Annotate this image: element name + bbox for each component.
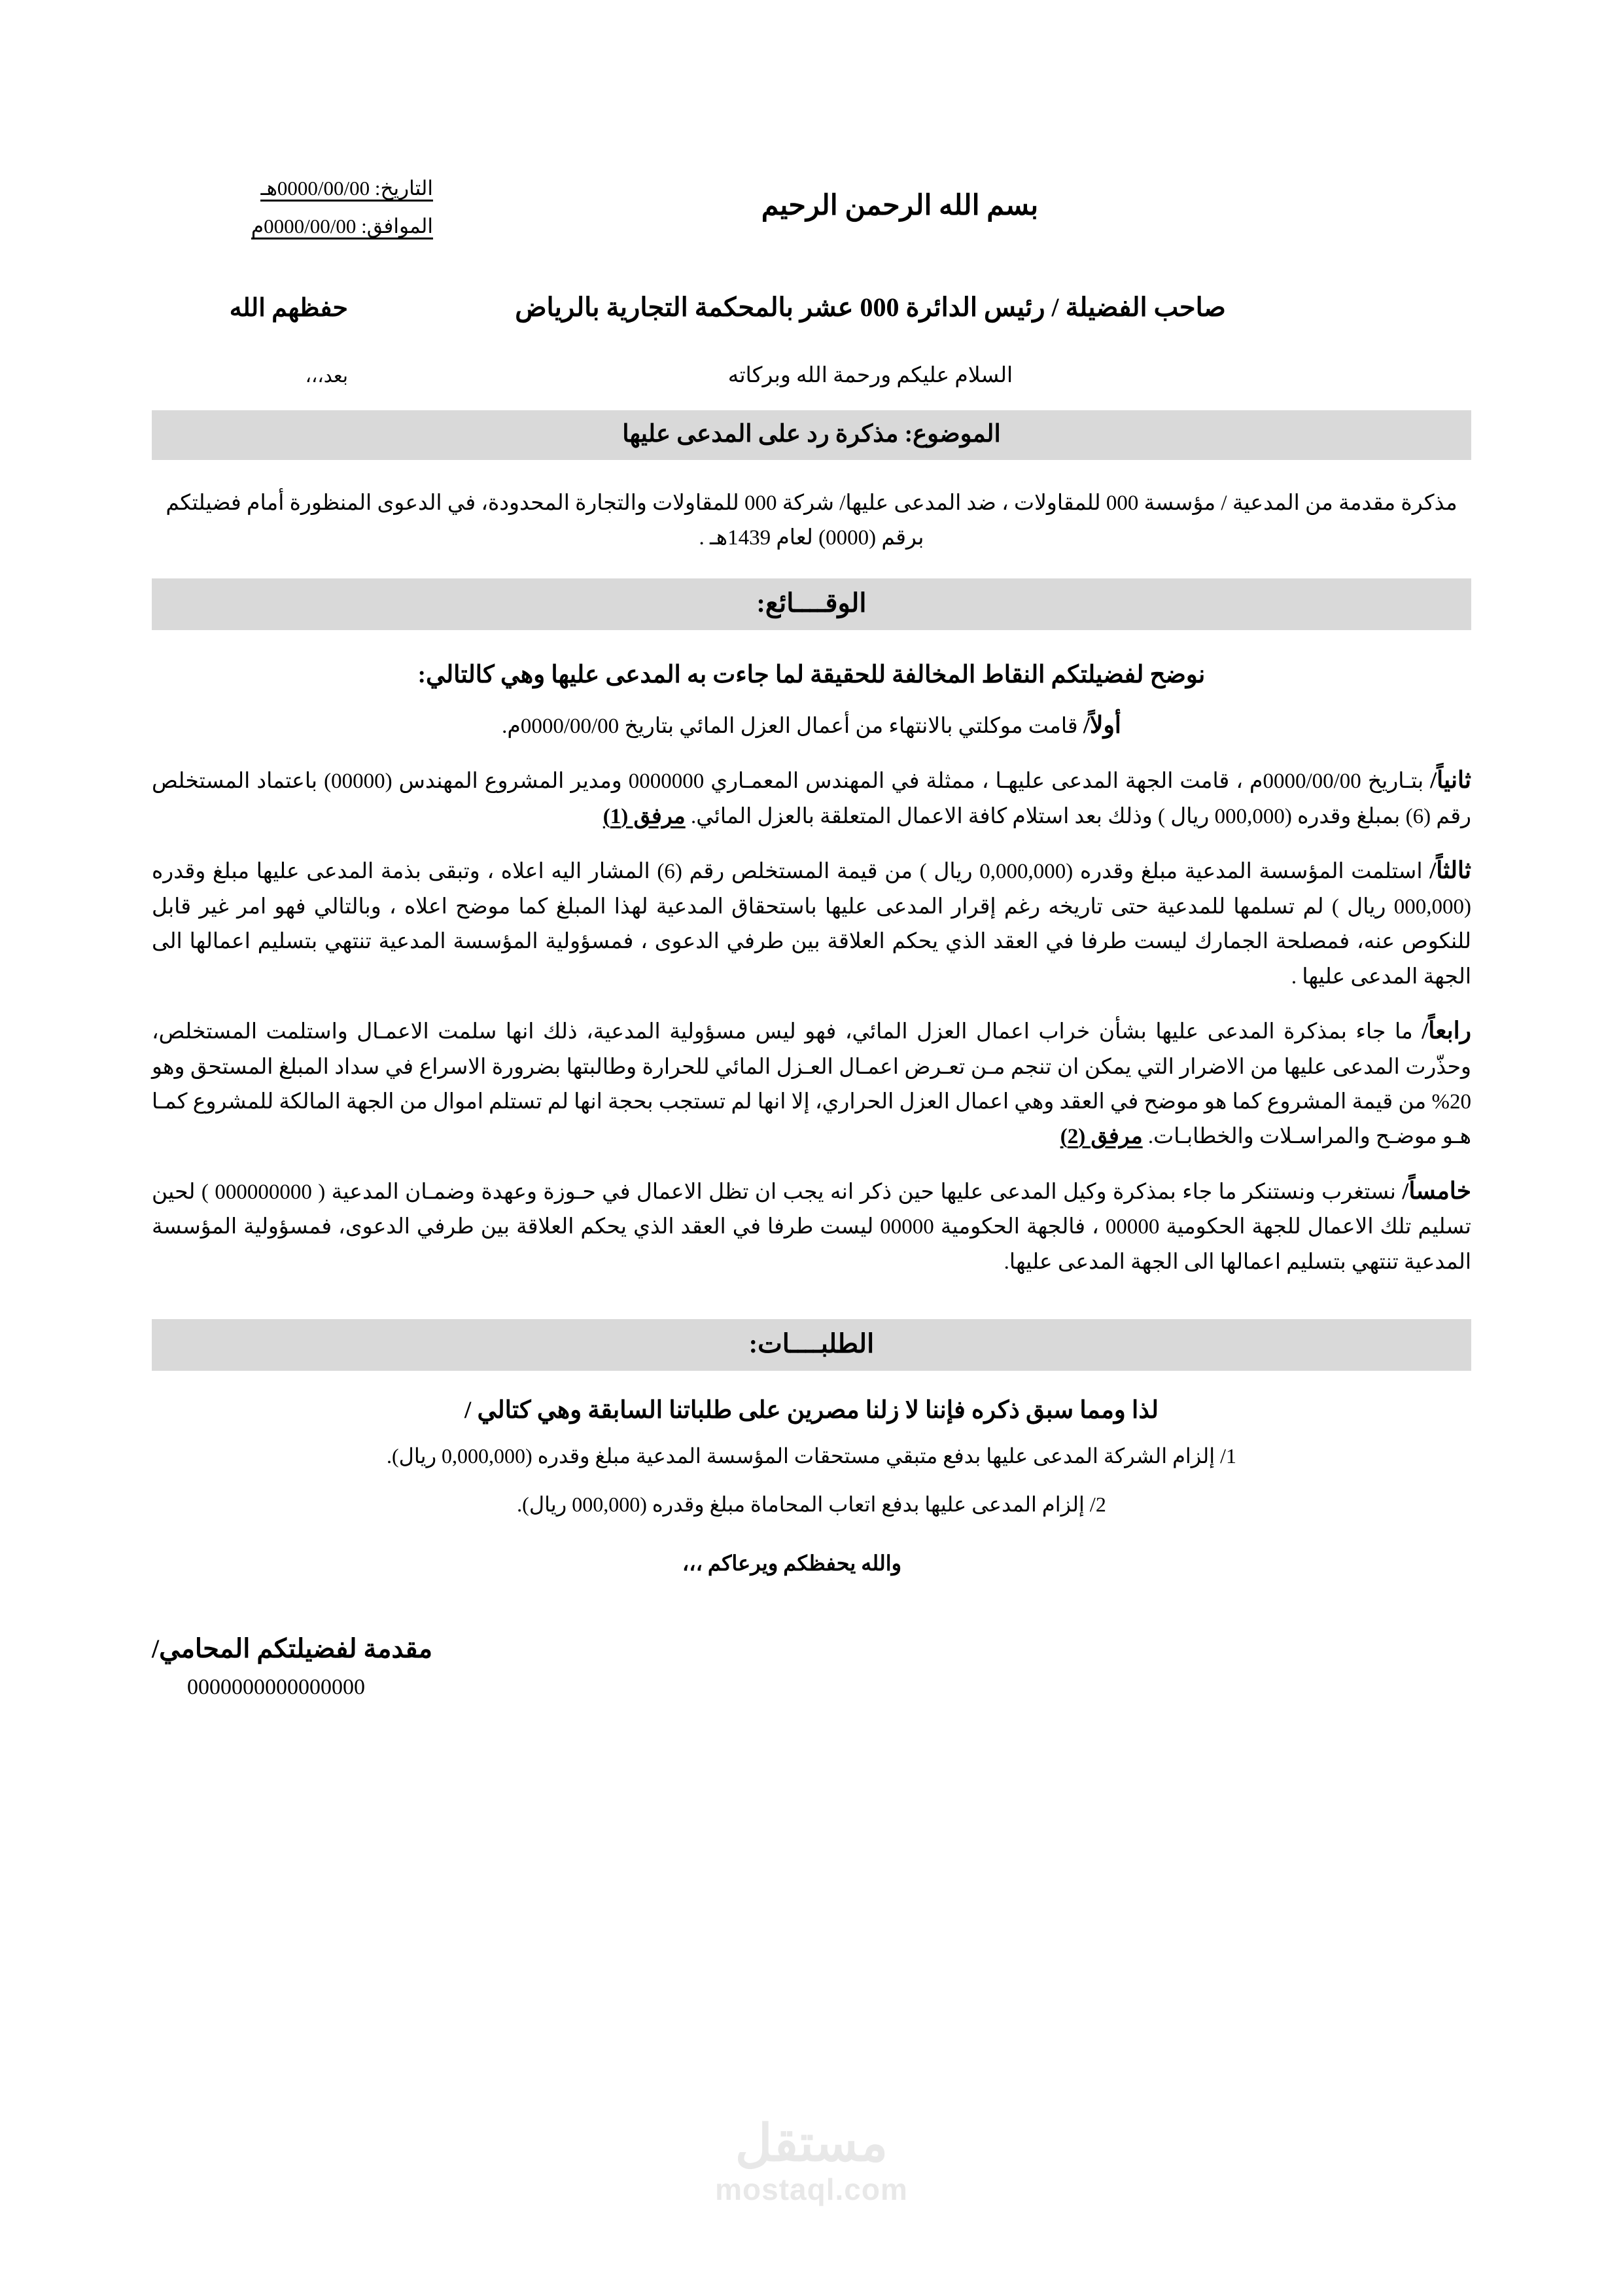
intro-paragraph: مذكرة مقدمة من المدعية / مؤسسة 000 للمقاولات ، ضد المدعى عليها/ شركة 000 للمقاولات والتجارة المحدودة، في الدعوى المنظورة أمام فضيلتكم برقم (0000) لعام 1439هـ . [166,491,1457,550]
gregorian-date: الموافق: 0000/00/00م [251,216,433,239]
demand-item: 1/ إلزام الشركة المدعى عليها بدفع متبقي مستحقات المؤسسة المدعية مبلغ وقدره (0,000,000 ريال). [387,1444,1236,1468]
watermark-arabic-logo: مستقل [735,2114,888,2172]
signature-block [113,1632,1471,1705]
salutation-after: بعد،،، [305,366,348,387]
demands-banner: الطلبــــات: [152,1319,1471,1371]
watermark-domain: mostaql.com [715,2172,908,2206]
attachment-ref: مرفق (1) [602,804,686,828]
subject-banner: الموضوع: مذكرة رد على المدعى عليها [152,410,1471,460]
fact-lead: رابعاً/ [1422,1017,1471,1044]
addressee-row [152,292,1471,323]
signature-name: 0000000000000000 [187,1675,365,1700]
facts-banner: الوقــــائع: [152,578,1471,630]
fact-text: بتـاريخ 0000/00/00م ، قامت الجهة المدعى عليهـا ، ممثلة في المهندس المعمـاري 0000000 ومدير المشروع المهندس (00000) باعتماد المستخلص رقم (6) بمبلغ وقدره (000,000 ريال ) وذلك بعد استلام كافة الاعمال المتعلقة بالعزل المائي. [152,769,1471,828]
fact-item [152,1012,1471,1155]
addressee-honorific: حفظهم الله [229,294,348,322]
fact-item [152,706,1471,744]
fact-lead: ثالثاً/ [1429,857,1471,884]
facts-list [152,706,1471,1280]
fact-text: ما جاء بمذكرة المدعى عليها بشأن خراب اعمال العزل المائي، فهو ليس مسؤولية المدعية، ذلك انها سلمت الاعمـال واستلمت المستخلص، وحذّرت المدعى عليها من الاضرار التي يمكن ان تنجم مـن تعـرض اعمـال العـزل المائي للحرارة وطالبتها بضرورة الاسراع في سداد المبلغ المستحق وهو 20% من قيمة المشروع كما هو موضح في العقد وهي اعمال العزل الحراري، إلا انها لم تستجب بحجة انها لم تستلم اموال من الجهة المالكة للمشروع كمـا هـو موضـح والمراسـلات والخطابـات. [152,1020,1471,1149]
fact-text: استلمت المؤسسة المدعية مبلغ وقدره (0,000,000 ريال ) من قيمة المستخلص رقم (6) المشار اليه اعلاه ، وتبقى بذمة المدعى عليها مبلغ وقدره (000,000 ريال ) لم تسلمها للمدعية حتى تاريخه رغم إقرار المدعى عليها باستحقاق المدعية لهذا المبلغ كما موضح اعلاه ، وبالتالي فهو امر غير قابل للنكوص عنه، فمصلحة الجمارك ليست طرفا في العقد الذي يحكم العلاقة بين طرفي الدعوى ، فمسؤولية المؤسسة المدعية تنتهي بتسليم اعمالها الى الجهة المدعى عليها . [152,860,1471,989]
fact-text: قامت موكلتي بالانتهاء من أعمال العزل المائي بتاريخ 0000/00/00م. [502,714,1083,738]
demands-list [152,1440,1471,1521]
demands-statement: لذا ومما سبق ذكره فإننا لا زلنا مصرين على طلباتنا السابقة وهي كتالي / [464,1397,1159,1424]
mostaql-watermark [0,2114,1623,2210]
fact-lead: ثانياً/ [1430,767,1472,794]
fact-item [152,851,1471,995]
fact-lead: خامساً/ [1402,1177,1471,1204]
document-content [152,164,1471,1706]
hijri-date: التاريخ: 0000/00/00هـ [260,178,433,202]
salutation-text: السلام عليكم ورحمة الله وبركاته [727,364,1013,387]
fact-text: نستغرب ونستنكر ما جاء بمذكرة وكيل المدعى عليها حين ذكر انه يجب ان تظل الاعمال في حـوزة وعهدة وضمـان المدعية ( 000000000 ) لحين تسليم تلك الاعمال للجهة الحكومية 00000 ، فالجهة الحكومية 00000 ليست طرفا في العقد الذي يحكم العلاقة بين طرفي الدعوى، فمسؤولية المؤسسة المدعية تنتهي بتسليم اعمالها الى الجهة المدعى عليها. [152,1180,1471,1274]
closing-line: والله يحفظكم ويرعاكم ،،، [682,1551,902,1576]
fact-item [152,1172,1471,1280]
salutation-row [152,362,1471,388]
signature-title: مقدمة لفضيلتكم المحامي/ [152,1634,433,1664]
document-header [152,164,1471,254]
addressee-main: صاحب الفضيلة / رئيس الدائرة 000 عشر بالمحكمة التجارية بالرياض [515,292,1226,322]
facts-statement: نوضح لفضيلتكم النقاط المخالفة للحقيقة لما جاءت به المدعى عليها وهي كالتالي: [417,661,1206,688]
date-block [152,164,433,254]
attachment-ref: مرفق (2) [1060,1125,1143,1149]
fact-item [152,761,1471,834]
bismillah-heading: بسم الله الرحمن الرحيم [761,190,1039,221]
fact-lead: أولاً/ [1083,711,1121,738]
demand-item: 2/ إلزام المدعى عليها بدفع اتعاب المحاماة مبلغ وقدره (000,000 ريال). [517,1492,1106,1516]
